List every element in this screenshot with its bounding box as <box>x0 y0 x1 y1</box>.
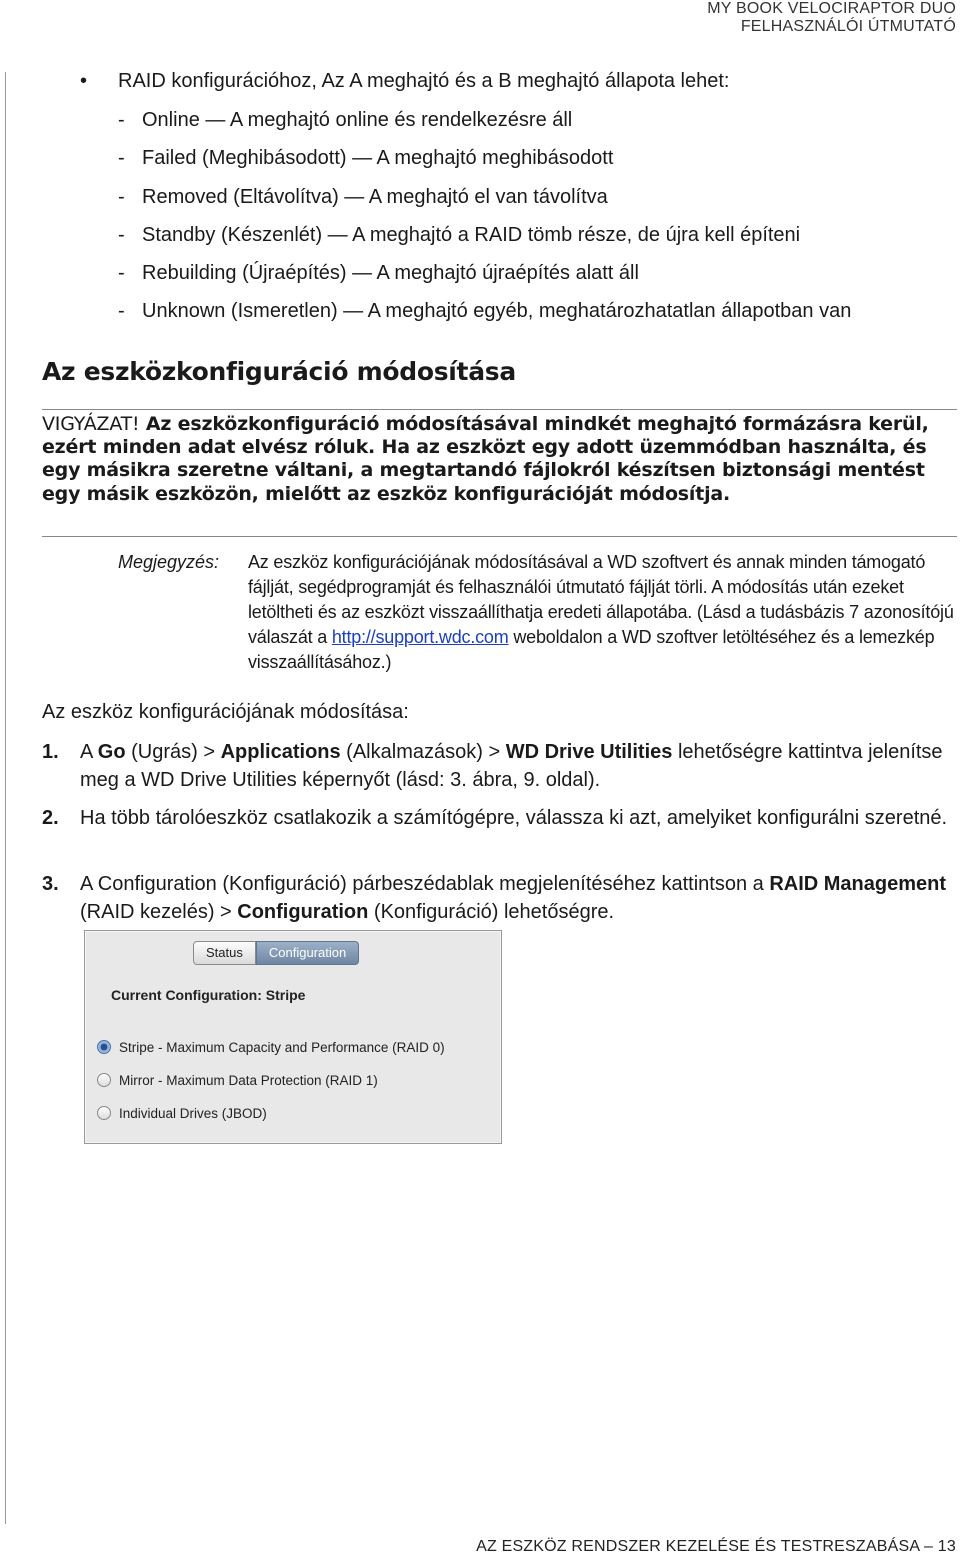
page-number: 13 <box>937 1538 956 1555</box>
radio-button[interactable] <box>97 1106 111 1120</box>
step-text: A Go (Ugrás) > Applications (Alkalmazások) > WD Drive Utilities lehetőségre kattintva jelenítse meg a WD Drive Utilities képernyőt (lásd: 3. ábra, 9. oldal). <box>80 741 943 791</box>
tab-status[interactable]: Status <box>193 941 256 965</box>
step-text: A Configuration (Konfiguráció) párbeszédablak megjelenítéséhez kattintson a RAID Management (RAID kezelés) > Configuration (Konfiguráció) lehetőségre. <box>80 873 947 923</box>
tab-configuration[interactable]: Configuration <box>256 941 359 965</box>
current-configuration: Current Configuration: Stripe <box>111 987 306 1003</box>
procedure-lead: Az eszköz konfigurációjának módosítása: <box>42 701 409 723</box>
tab-bar <box>193 941 359 963</box>
warning-lead: VIGYÁZAT! <box>42 413 140 435</box>
warning-bottom-rule <box>42 536 957 537</box>
intro-text: RAID konfigurációhoz, Az A meghajtó és a B meghajtó állapota lehet: <box>118 70 730 92</box>
support-link[interactable]: http://support.wdc.com <box>331 627 509 647</box>
option-mirror[interactable]: Mirror - Maximum Data Protection (RAID 1) <box>97 1069 378 1091</box>
configuration-dialog <box>84 930 502 1144</box>
step-number: 1. <box>42 741 59 763</box>
note-text: Az eszköz konfigurációjának módosításával a WD szoftvert és annak minden támogató fájlját, segédprogramját és felhasználói útmutató fájlját törli. A módosítás után ezeket letöltheti és az eszközt visszaállíthatja eredeti állapotába. (Lásd a tudásbázis 7 azonosítójú válaszát a http://support.wdc.com weboldalon a WD szoftver letöltéséhez és a lemezkép visszaállításához.) <box>248 552 954 672</box>
header-title: MY BOOK VELOCIRAPTOR DUO <box>707 0 956 17</box>
warning-top-rule <box>42 409 957 410</box>
option-jbod[interactable]: Individual Drives (JBOD) <box>97 1102 267 1124</box>
note-label: Megjegyzés: <box>118 552 220 572</box>
list-item: - Standby (Készenlét) — A meghajtó a RAID tömb része, de újra kell építeni <box>118 223 801 246</box>
running-footer <box>476 1537 956 1557</box>
step-text: Ha több tárolóeszköz csatlakozik a számítógépre, válassza ki azt, amelyiket konfigurálni szeretné. <box>80 807 948 829</box>
current-configuration-value: Stripe <box>265 987 306 1003</box>
list-item: - Removed (Eltávolítva) — A meghajtó el van távolítva <box>118 185 608 208</box>
footer-separator: – <box>924 1538 934 1555</box>
status-list <box>118 106 851 336</box>
header-subtitle: FELHASZNÁLÓI ÚTMUTATÓ <box>740 18 956 35</box>
margin-rule <box>5 72 6 1524</box>
list-item: - Rebuilding (Újraépítés) — A meghajtó újraépítés alatt áll <box>118 262 639 285</box>
warning-block <box>42 413 957 506</box>
option-stripe[interactable]: Stripe - Maximum Capacity and Performance (RAID 0) <box>97 1036 445 1058</box>
list-item: - Online — A meghajtó online és rendelkezésre áll <box>118 109 573 131</box>
radio-button-selected[interactable] <box>97 1040 111 1054</box>
step-number: 2. <box>42 807 59 829</box>
step-number: 3. <box>42 873 59 895</box>
warning-text: Az eszközkonfiguráció módosításával mindkét meghajtó formázásra kerül, ezért minden adat elvész róluk. Ha az eszközt egy adott üzemmódban használta, és egy másikra szeretne váltani, a megtartandó fájlokról készítsen biztonsági mentést egy másik eszközön, mielőtt az eszköz konfigurációját módosítja. <box>42 413 929 505</box>
list-item: - Failed (Meghibásodott) — A meghajtó meghibásodott <box>118 147 614 170</box>
list-item: - Unknown (Ismeretlen) — A meghajtó egyéb, meghatározhatatlan állapotban van <box>118 300 852 323</box>
bullet-marker: • <box>80 70 88 92</box>
running-header <box>707 0 956 36</box>
section-title: Az eszközkonfiguráció módosítása <box>42 357 516 386</box>
radio-button[interactable] <box>97 1073 111 1087</box>
footer-section: AZ ESZKÖZ RENDSZER KEZELÉSE ÉS TESTRESZABÁSA <box>476 1538 920 1555</box>
